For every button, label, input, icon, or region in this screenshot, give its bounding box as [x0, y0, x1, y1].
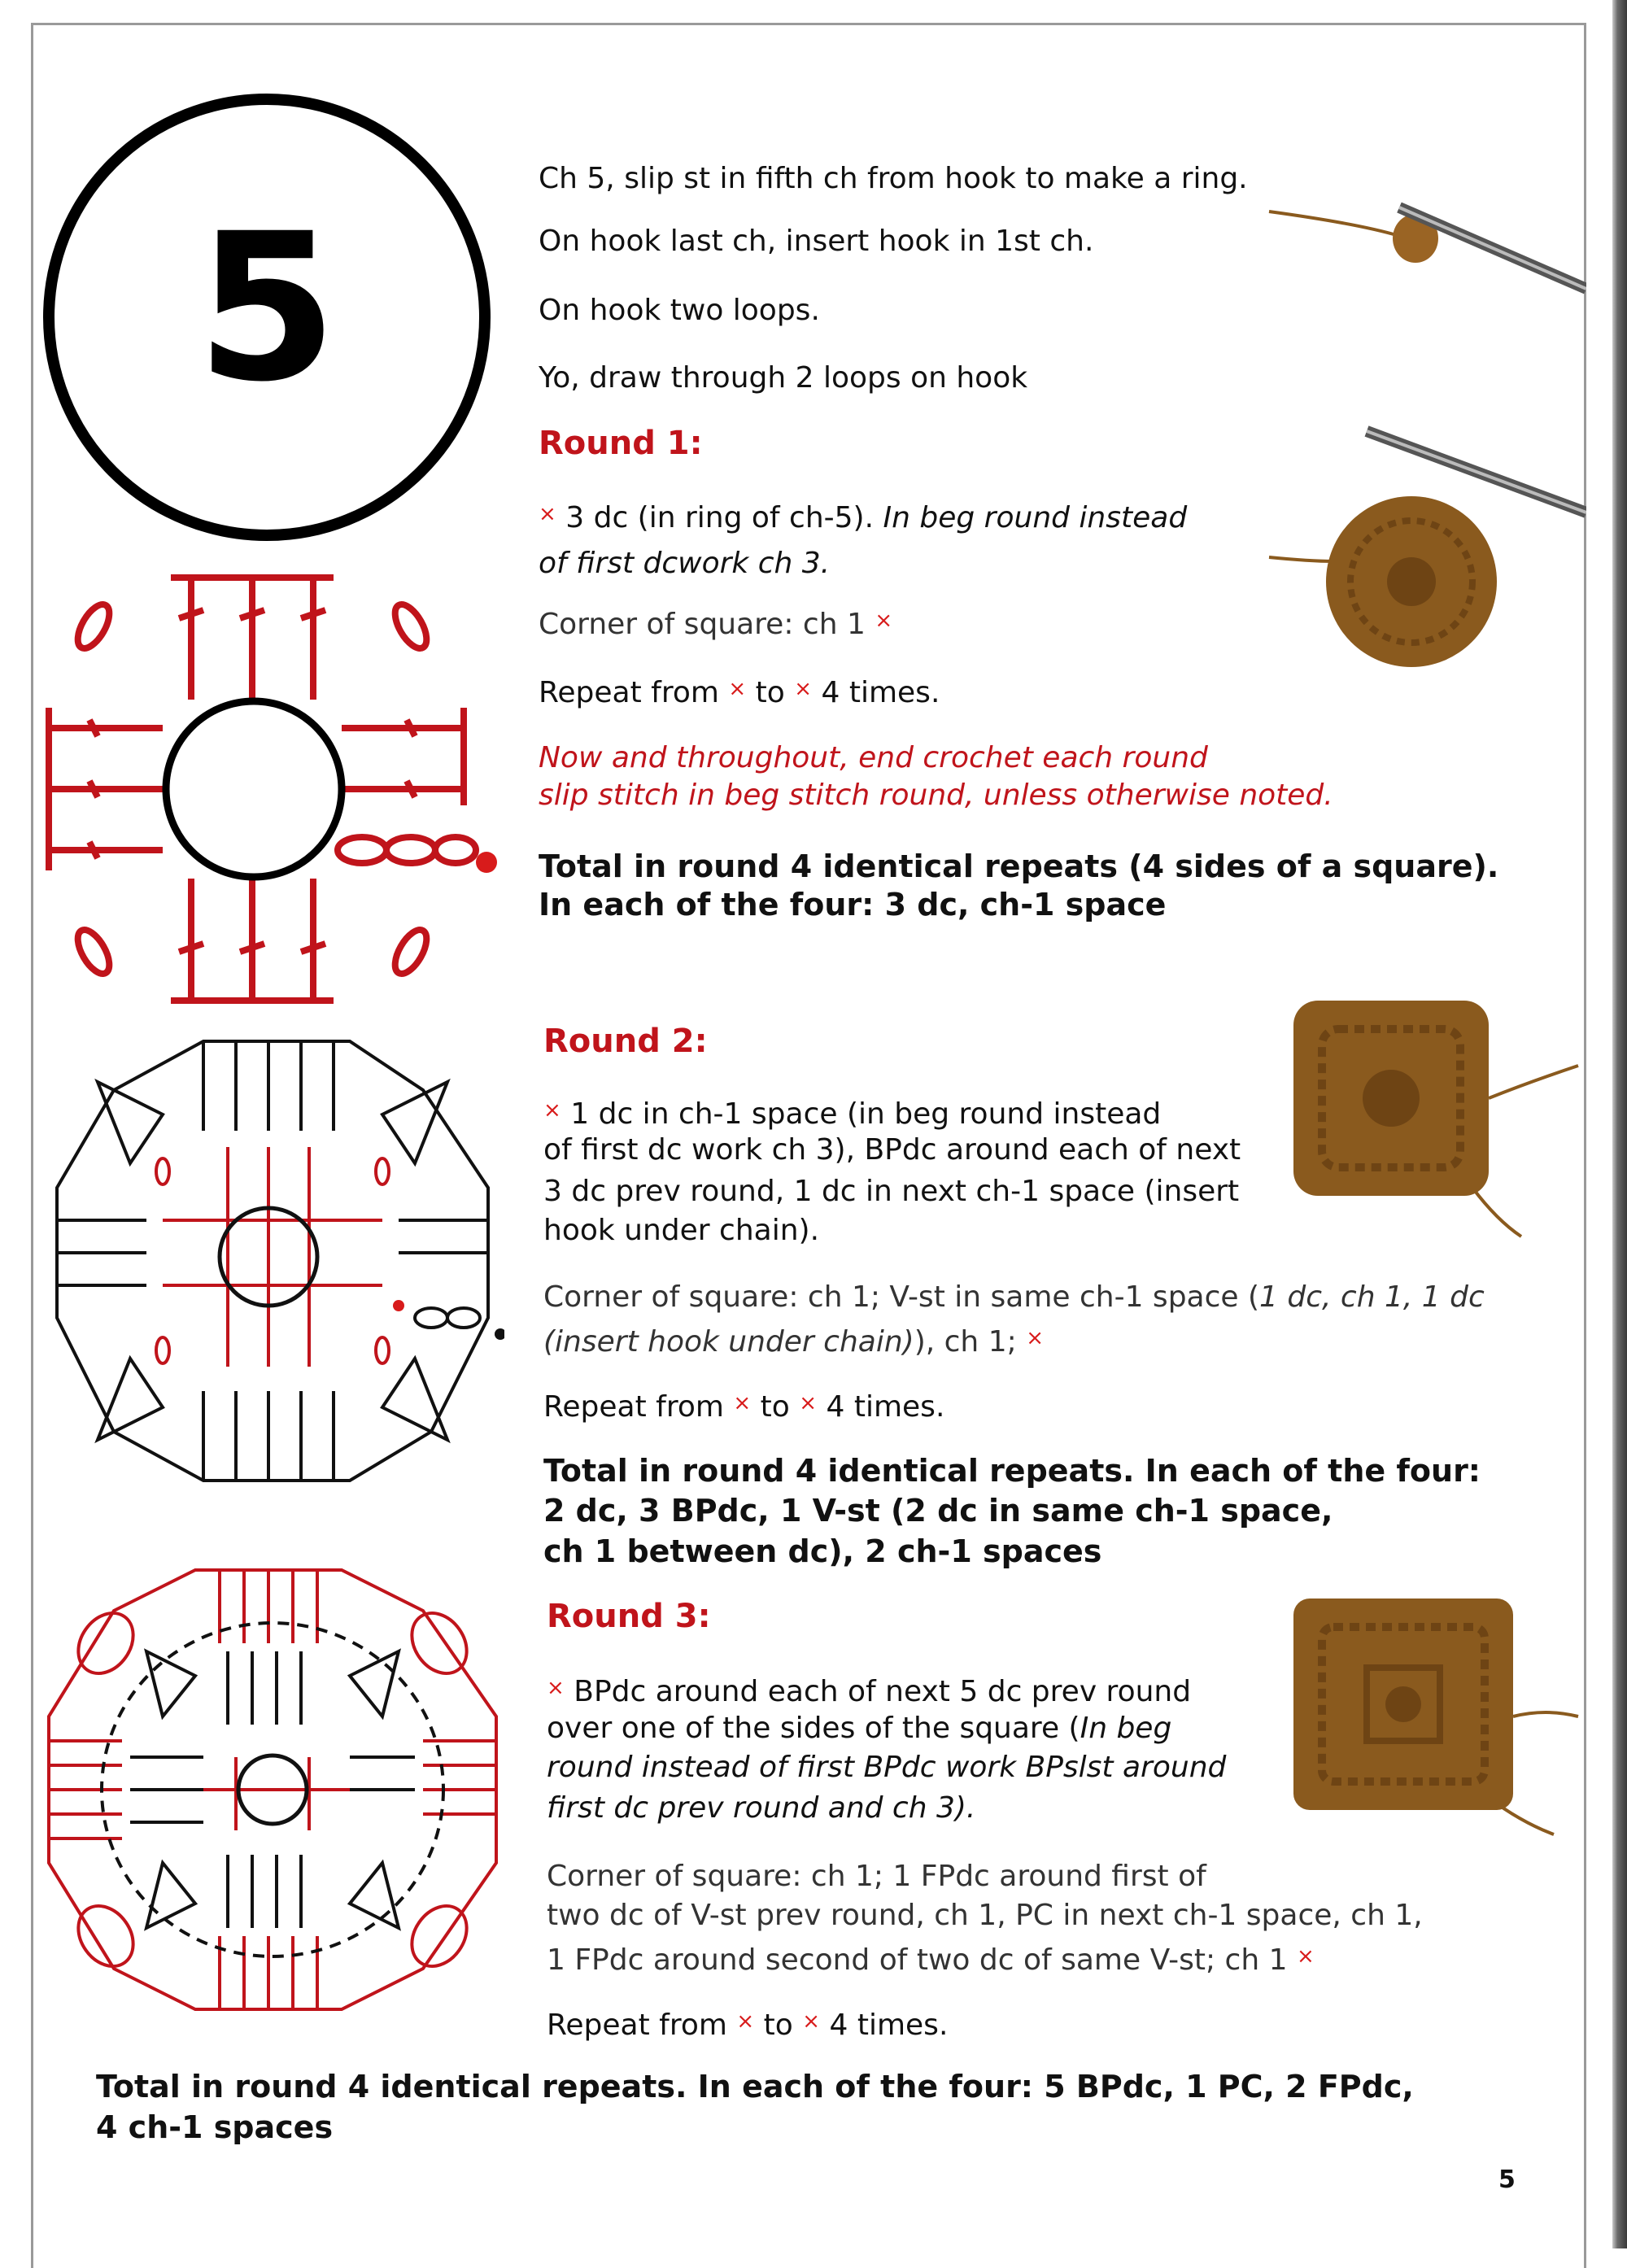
round2-corner-italic-2: (insert hook under chain): [543, 1325, 914, 1359]
page-edge-shadow: [1612, 0, 1627, 2248]
round1-chart-diagram: [41, 569, 504, 1009]
star-marker: ×: [736, 2009, 755, 2034]
round3-corner-3-text: 1 FPdc around second of two dc of same V-st; ch 1: [547, 1943, 1288, 1977]
round3-chart-diagram: [41, 1562, 513, 2017]
round2-corner-italic: 1 dc, ch 1, 1 dc: [1259, 1280, 1485, 1314]
star-marker: ×: [799, 1391, 818, 1415]
intro-line-1: Ch 5, slip st in fifth ch from hook to make a ring.: [539, 162, 1248, 195]
hook-chain-photo: [1261, 175, 1586, 305]
round2-step-4: hook under chain).: [543, 1214, 820, 1247]
round3-photo: [1285, 1586, 1586, 1847]
round2-total-2: 2 dc, 3 BPdc, 1 V-st (2 dc in same ch-1 space,: [543, 1493, 1333, 1529]
star-marker: ×: [543, 1098, 561, 1123]
round1-step-italic: In beg round instead: [883, 501, 1188, 534]
round3-step-2-italic: In beg: [1080, 1712, 1172, 1745]
round2-total-1: Total in round 4 identical repeats. In each of the four:: [543, 1453, 1481, 1489]
intro-line-4: Yo, draw through 2 loops on hook: [539, 361, 1028, 395]
intro-line-3: On hook two loops.: [539, 294, 820, 327]
round1-corner: [539, 600, 892, 645]
repeat-label: Repeat from: [547, 2008, 727, 2042]
round3-step-2: [547, 1708, 1171, 1749]
star-marker: ×: [1026, 1326, 1044, 1350]
round2-step-1-text: 1 dc in ch-1 space (in beg round instead: [570, 1097, 1162, 1131]
round1-note-1: Now and throughout, end crochet each round: [539, 741, 1208, 774]
round2-step-2: of first dc work ch 3), BPdc around each of next: [543, 1133, 1241, 1167]
star-marker: ×: [728, 677, 747, 701]
round2-repeat: [543, 1383, 944, 1428]
star-marker: ×: [875, 608, 893, 633]
round2-corner-2: [543, 1318, 1044, 1363]
round3-corner-1: Corner of square: ch 1; 1 FPdc around first of: [547, 1860, 1206, 1893]
round1-step-text: 3 dc (in ring of ch-5).: [565, 501, 875, 534]
round3-repeat: [547, 2001, 948, 2046]
repeat-count: 4 times.: [821, 676, 940, 709]
round2-chart-diagram: [41, 1025, 504, 1497]
repeat-to: to: [763, 2008, 793, 2042]
round2-corner-text: Corner of square: ch 1; V-st in same ch-1 space (: [543, 1280, 1260, 1314]
chapter-number: 5: [196, 190, 338, 426]
chapter-number-badge: [41, 89, 496, 545]
round3-title: Round 3:: [547, 1598, 711, 1635]
round3-step-4: first dc prev round and ch 3).: [547, 1791, 976, 1825]
star-marker: ×: [1296, 1944, 1315, 1969]
round2-photo: [1285, 984, 1586, 1245]
round3-step-1: [547, 1668, 1191, 1712]
repeat-to: to: [760, 1390, 790, 1424]
intro-line-2: On hook last ch, insert hook in 1st ch.: [539, 225, 1094, 258]
round1-photo: [1261, 423, 1586, 675]
round3-total-2: 4 ch-1 spaces: [96, 2109, 334, 2145]
round1-title: Round 1:: [539, 425, 703, 462]
round1-step-italic-2: of first dcwork ch 3.: [539, 547, 831, 580]
round3-corner-3: [547, 1936, 1315, 1981]
round1-total-2: In each of the four: 3 dc, ch-1 space: [539, 887, 1167, 922]
star-marker: ×: [802, 2009, 821, 2034]
round1-total-1: Total in round 4 identical repeats (4 sides of a square).: [539, 848, 1499, 884]
repeat-count: 4 times.: [829, 2008, 949, 2042]
round3-step-1-text: BPdc around each of next 5 dc prev round: [574, 1675, 1192, 1708]
repeat-label: Repeat from: [543, 1390, 724, 1424]
round1-note-2: slip stitch in beg stitch round, unless otherwise noted.: [539, 779, 1333, 812]
star-marker: ×: [547, 1676, 565, 1700]
star-marker: ×: [733, 1391, 752, 1415]
round2-title: Round 2:: [543, 1023, 708, 1060]
round2-step-1: [543, 1090, 1161, 1135]
round3-step-3: round instead of first BPdc work BPslst around: [547, 1751, 1227, 1784]
repeat-label: Repeat from: [539, 676, 719, 709]
star-marker: ×: [539, 502, 556, 526]
round3-step-2-text: over one of the sides of the square (: [547, 1712, 1080, 1745]
round2-step-3: 3 dc prev round, 1 dc in next ch-1 space (insert: [543, 1175, 1240, 1208]
round2-corner-1: [543, 1277, 1485, 1318]
star-marker: ×: [794, 677, 813, 701]
repeat-to: to: [755, 676, 785, 709]
round2-corner-end: ), ch 1;: [914, 1325, 1017, 1359]
repeat-count: 4 times.: [826, 1390, 945, 1424]
round2-total-3: ch 1 between dc), 2 ch-1 spaces: [543, 1533, 1102, 1569]
round3-total-1: Total in round 4 identical repeats. In each of the four: 5 BPdc, 1 PC, 2 FPdc,: [96, 2069, 1414, 2104]
round1-repeat: [539, 669, 940, 713]
round1-step: [539, 494, 1187, 539]
round1-corner-text: Corner of square: ch 1: [539, 608, 866, 641]
page-number: 5: [1498, 2166, 1516, 2194]
round3-corner-2: two dc of V-st prev round, ch 1, PC in next ch-1 space, ch 1,: [547, 1899, 1423, 1932]
